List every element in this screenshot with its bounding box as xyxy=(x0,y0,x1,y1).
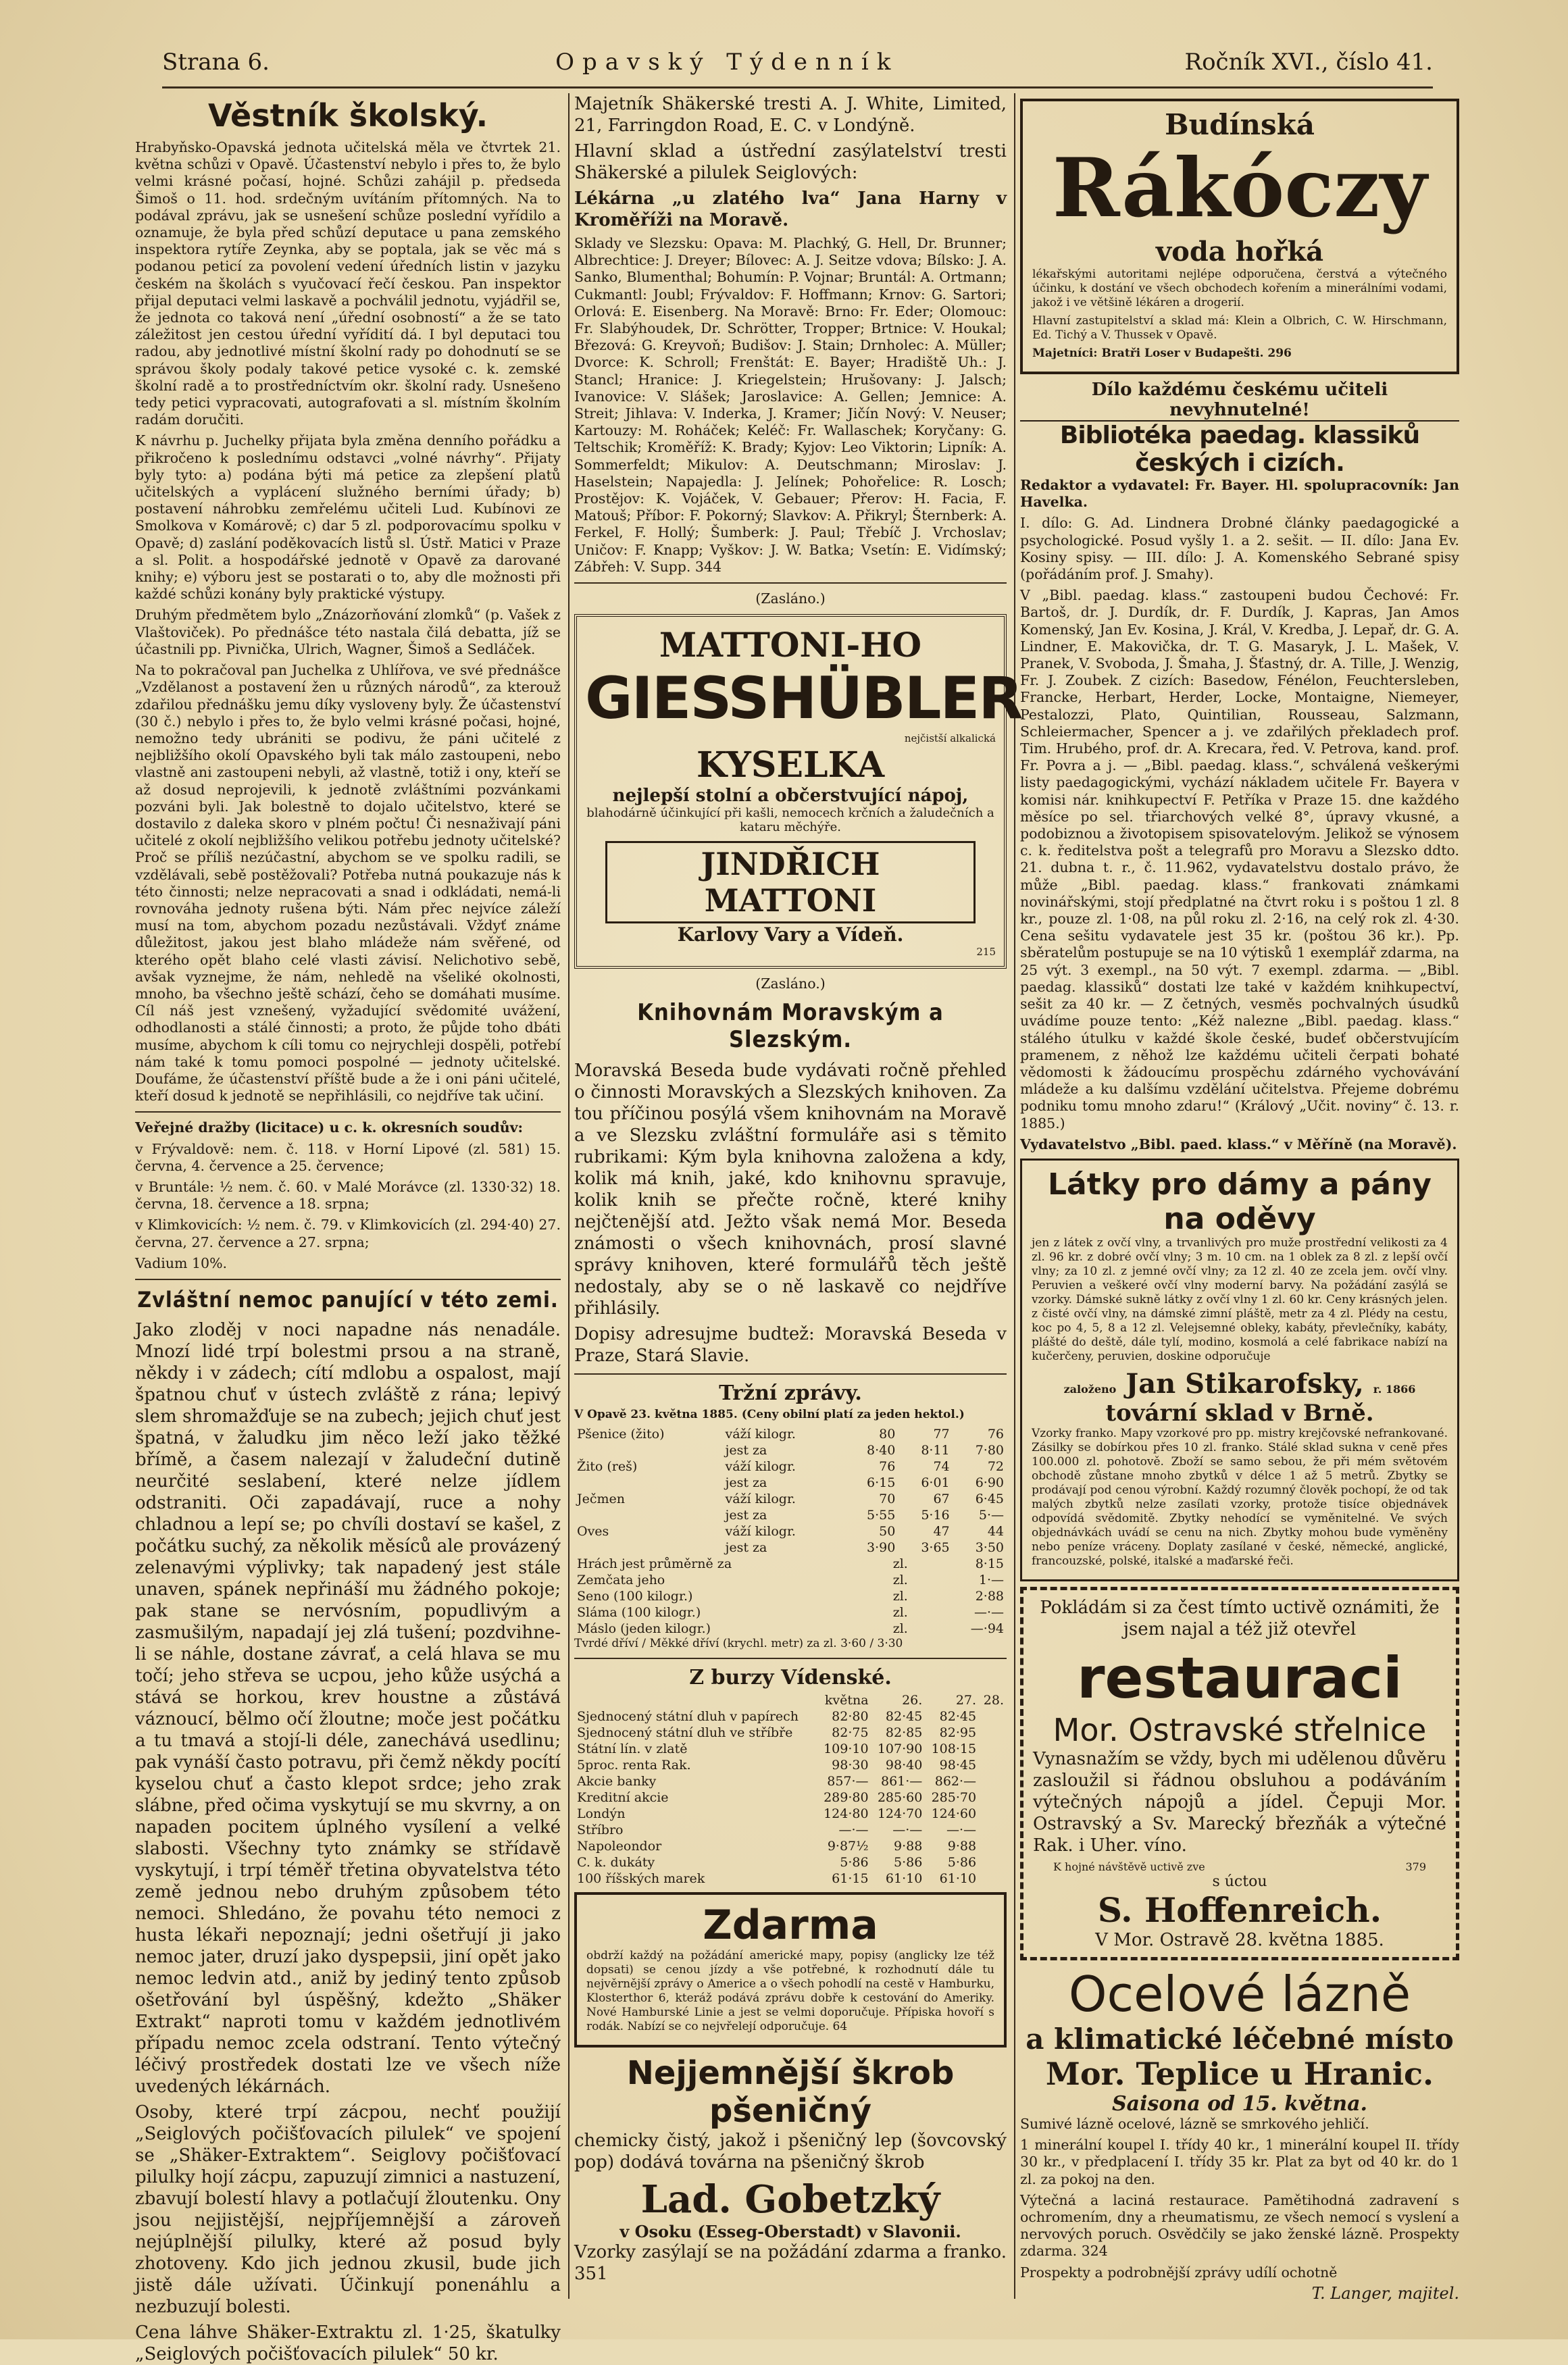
mattoni-line2: blahodárně účinkující při kašli, nemocech krčních a žaludečních a kataru měchýře. xyxy=(586,806,994,835)
newspaper-title: Opavský Týdenník xyxy=(555,49,899,76)
burza-row xyxy=(574,1871,1007,1887)
market-cell: váží kilogr. xyxy=(725,1524,796,1540)
column-left xyxy=(135,93,561,2364)
gobetzky-foot: Vzorky zasýlají se na požádání zdarma a franko. 351 xyxy=(574,2242,1007,2285)
burza-cell: 82·95 xyxy=(939,1725,977,1741)
market-cell xyxy=(574,1507,722,1523)
market-cell: 5·— xyxy=(978,1508,1004,1523)
burza-cell: Státní lín. v zlatě xyxy=(577,1741,688,1757)
burza-cell: 82·85 xyxy=(885,1725,923,1741)
kyselka: KYSELKA xyxy=(696,744,885,786)
burza-cell: Kreditní akcie xyxy=(577,1790,669,1806)
biblio-redaktor: Redaktor a vydavatel: Fr. Bayer. Hl. spolupracovník: Jan Havelka. xyxy=(1020,477,1459,511)
burza-cell: —·— xyxy=(892,1823,923,1838)
latky-text: jen z látek z ovčí vlny, a trvanlivých pro muže prostřední velikosti za 4 zl. 96 kr. z dobré ovčí vlny; 3 m. 10 cm. na 1 oblek za 8 zl. z lepší ovčí vlny; za 10 zl. z jemné ovčí vlny; za 12 zl. 40 ze zcela jem. ovčí vlny. Peruvien a veškeré ovčí vlny moderní barvy. Na požádání zasýlá se vzorky. Dámské sukně látky z ovčí vlny 1 zl. 60 kr. Ceny krásných jelen. z čisté ovčí vlny, na dámské zimní pláště, metr za 4 zl. Plédy na cestu, koc po 4, 5, 8 a 12 zl. Velejsemné obleky, kabáty, převlečníky, kabáty, plášté do deště, dále tylí, modino, kosmolá a celé fabrikace nabízí na kučerčeny, peruvien, doskine odporučuje xyxy=(1032,1236,1448,1363)
burza-cell: 5·86 xyxy=(894,1855,923,1871)
market-cell: jest za xyxy=(725,1443,767,1458)
burza-table xyxy=(574,1692,1007,1887)
burza-cell: Napoleondor xyxy=(577,1839,662,1854)
burza-cell: 82·45 xyxy=(939,1709,977,1725)
shaker-stores: Sklady ve Slezsku: Opava: M. Plachký, G. Hell, Dr. Brunner; Albrechtice: J. Dreyer; Bílovec: A. J. Seitze vdova; Bílsko: J. A. Sanko, Blumenthal; Bohumín: P. Vojnar; Bruntál: A. Ortmann; Cukmantl: Joubl; Frývaldov: F. Hoffmann; Krnov: G. Sartori; Orlová: E. Eisenberg. Na Moravě: Brno: Fr. Eder; Olomouc: Fr. Slabýhoudek, Dr. Schrötter, Tropper; Brtnice: V. Houkal; Březová: G. Kreyvoň; Budišov: J. Stain; Drnholec: A. Müller; Dvorce: K. Schroll; Frenštát: E. Bayer; Hradiště Uh.: J. Stancl; Hranice: J. Kriegelstein; Hrušovany: J. Jalsch; Ivanovice: V. Slášek; Jaroslavice: A. Gellen; Jemnice: A. Streit; Jihlava: V. Inderka, J. Kramer; Jičín Nový: V. Neuser; Kartouzy: M. Roháček; Keléč: Fr. Wallaschek; Koryčany: G. Teltschik; Kroměříž: K. Brady; Kyjov: Leo Viktorin; Lipník: A. Sommerfeldt; Mikulov: A. Deutschmann; Miroslav: J. Haselstein; Napajedla: J. Jelínek; Pohořelice: R. Losch; Prostějov: K. Vojáček, V. Gebauer; Přerov: H. Facia, F. Matouš; Příbor: F. Pokorný; Slavkov: A. Přikryl; Šternberk: A. Ferkel, F. Hollý; Šumberk: J. Paul; Třebíč J. Vrchoslav; Uničov: F. Knapp; Vyškov: J. W. Batka; Vsetín: E. Vidímský; Zábřeh: V. Supp. 344 xyxy=(574,235,1007,575)
market-cell: 3·50 xyxy=(975,1540,1004,1556)
market-cell: 44 xyxy=(987,1524,1004,1540)
market-extra-cell: —·— xyxy=(973,1605,1004,1621)
burza-head-cell: 28. xyxy=(983,1693,1004,1708)
section-title: Věstník školský. xyxy=(207,97,488,134)
market-cell: 6·01 xyxy=(921,1475,950,1491)
market-cell: 8·11 xyxy=(921,1443,950,1458)
market-cell: Ječmen xyxy=(577,1492,625,1507)
market-extra-row xyxy=(574,1621,1007,1637)
lazne-text: 1 minerální koupel I. třídy 40 kr., 1 minerální koupel II. třídy 30 kr., v předplacení I. třídy 35 kr. Plat za byt od 40 kr. do 1 zl. za pokoj na den. xyxy=(1020,2137,1459,2187)
burza-cell: Stříbro xyxy=(577,1823,624,1838)
burza-head-cell: května xyxy=(824,1693,869,1708)
burza-cell: 5·86 xyxy=(840,1855,869,1871)
market-cell: váží kilogr. xyxy=(725,1492,796,1507)
market-extra-cell: Hrách jest průměrně za xyxy=(577,1556,732,1572)
market-extra-cell: 2·88 xyxy=(975,1589,1004,1604)
article-paragraph: Cena láhve Shäker-Extraktu zl. 1·25, škatulky „Seiglových počišťovacích pilulek“ 50 kr. xyxy=(135,2322,561,2364)
market-extra-row xyxy=(574,1556,1007,1572)
market-cell: 80 xyxy=(879,1427,896,1442)
article-paragraph: Na to pokračoval pan Juchelka z Uhlířova, ve své přednášce „Vzdělanost a postavení žen u různých národů“, za kterouž zdařilou přednášku jemu díky vysloveny byly. Že účastenství (30 č.) nebylo i přes to, že bylo velmi krásné počasi, hojné, nemožno tedy ubrániti se podivu, že páni učitelé z nejbližšího okolí Opavského byli tak málo zastoupeni, nebo vlastně ani zastoupeni nebyli, až vlastně, totiž i ony, kteří se až dosud neprojevili, k jednotě zvláštními pozvánkami pozváni byli. Jak bolestně to dojalo učitelstvo, které se dostavilo z daleka skoro v plném počtu! Či nesnaživají páni učitelé z okolí nejbližšího velikou potřebu jednoty učitelské? Proč se příliš nezúčastní, abychom se ve spolku radili, se vzdělávali, sebě postěžovali? Potřeba nutná poukazuje nás k této činnosti; nelze nepracovati a snad i odkládati, nemá-li rovnováha jednoty rušena býti. Nám přec nejvíce záleží musí na tom, abychom pozadu nezůstávali. Vždyť známe důležitost, jakou jest blaho mládeže nám svěřené, od kterého opět blaho celé vlasti závisí. Nelichotivo sebě, avšak vyznejme, že nám, nehledě na všeliké okolnosti, mnoho, ba všechno ještě schází, čeho se domáhati musíme. Cíl náš jest vznešený, vyžadující svědomité uvážení, odhodlanosti a stálé činnosti; a proto, že půjde toho dbáti musíme, abychom k cíli tomu co nejrychleji dospěli, potřebí nám také k tomu pomoci pospolné — jednoty učitelské. Doufáme, že účastenství příště bude a že i oni páni učitelé, kteří dosud k jednotě se nepřihlásili, co nejdříve tak učiní. xyxy=(135,662,561,1104)
burza-cell: Londýn xyxy=(577,1806,626,1822)
market-cell: váží kilogr. xyxy=(725,1427,796,1442)
market-row xyxy=(574,1426,1007,1442)
page-number: Strana 6. xyxy=(162,49,270,76)
rakoczy-sub: voda hořká xyxy=(1155,236,1324,268)
burza-cell: Sjednocený státní dluh ve stříbře xyxy=(577,1725,793,1741)
article-paragraph: Jako zloděj v noci napadne nás nenadále. Mnozí lidé trpí bolestmi prsou a na straně, někdy i v zádech; cítí mdlobu a ospalost, mají špatnou chuť v ústech zvláště z rána; lepivý slem shromažďuje se na zubech; jejich chuť jest špatná, v žaludku jim něco leží jako těžké břímě, a časem nalezají v žaludeční dutině neurčité seslabení, které nelze jídlem odstraniti. Oči zapadávají, ruce a nohy chladnou a lepí se; po chvíli dostaví se kašel, z počátku suchý, za několik měsíců ale provázený zelenavými výplivky; tak napadený jest stále unaven, spánek nepřináší mu žádného pokoje; pak stane se nervósním, popudlivým a zasmušilým, napadají jej zlá tušení; pozdvihne-li se náhle, dostane závrať, a celá hlava se mu točí; jeho střeva se ucpou, jeho kůže usýchá a stává se horkou, krev houstne a zůstává váznoucí, bělmo očí žloutne; moče jest počátku a tu tmavá a stojí-li déle, zanechává usedlinu; pak vynáší často potravu, při čemž někdy pocítí kyselou chuť a často klepot srdce; jeho zrak slábne, před očima vyskytují se mu skvrny, a on napaden pocitem úplného vysílení a velké slabosti. Všechny tyto známky se střídavě vyskytují, i trpí téměř třetina obyvatelstva této země jednou nebo druhým způsobem této nemoci. Shledáno, že povahu této nemoci z hustа lékaři nepoznají; jedni ošetřují ji jako nemoc jater, druzí jako dyspepsii, jiní opět jako nemoc ledvin atd., aniž by jediný tento způsob ošetřování byl úspěšný, kdežto „Shäker Extrakt“ naproti tomu v každém jednotlivém případu nemoc zcela odstraní. Tento výtečný léčivý prostředek dostati lze ve všech níže uvedených lékárnách. xyxy=(135,1320,561,2097)
market-row xyxy=(574,1540,1007,1556)
market-row xyxy=(574,1458,1007,1475)
article-title: Zvláštní nemoc panující v této zemi. xyxy=(137,1287,559,1313)
market-cell: 6·15 xyxy=(867,1475,896,1491)
burza-cell: 285·60 xyxy=(877,1790,923,1806)
burza-row xyxy=(574,1806,1007,1822)
market-table xyxy=(574,1426,1007,1556)
skrob-text: chemicky čistý, jakož i pšeničný lep (šovcovský pop) dodává továrna na pšeničný škrob xyxy=(574,2131,1007,2173)
biblio-head: Dílo každému českému učiteli nevyhnutelné! xyxy=(1020,380,1459,422)
market-cell xyxy=(574,1540,722,1556)
skrob-title: Nejjemnější škrob pšeničný xyxy=(626,2054,955,2131)
market-extra-row xyxy=(574,1588,1007,1604)
burza-cell: 61·10 xyxy=(885,1871,923,1887)
burza-row xyxy=(574,1708,1007,1725)
burza-cell: —·— xyxy=(946,1823,977,1838)
giesshubler-brand: GIESSHÜBLER xyxy=(585,665,1022,733)
page-header xyxy=(162,42,1433,82)
market-extra-table xyxy=(574,1556,1007,1637)
burza-row xyxy=(574,1741,1007,1757)
shaker-line: Majetník Shäkerské tresti A. J. White, Limited, 21, Farringdon Road, E. C. v Londýně. xyxy=(574,94,1007,136)
burza-cell: —·— xyxy=(838,1823,869,1838)
restaurace-ad xyxy=(1020,1587,1459,1960)
wood-prices: Tvrdé dříví / Měkké dříví (krychl. metr) za zl. 3·60 / 3·30 xyxy=(574,1637,903,1651)
burza-cell: 108·15 xyxy=(931,1741,977,1757)
market-date: V Opavě 23. května 1885. (Ceny obilní platí za jeden hektol.) xyxy=(574,1408,965,1422)
burza-cell: Sjednocený státní dluh v papírech xyxy=(577,1709,799,1725)
column-right xyxy=(1020,93,1459,2303)
lazne-title: Ocelové lázně xyxy=(1068,1965,1411,2023)
burza-cell: 861·— xyxy=(881,1774,923,1789)
divider xyxy=(574,1658,1007,1659)
column-middle xyxy=(574,93,1022,2299)
market-row xyxy=(574,1523,1007,1540)
mattoni-ad xyxy=(574,614,1022,969)
burza-cell: 100 říšských marek xyxy=(577,1871,705,1887)
zdarma-title: Zdarma xyxy=(703,1902,878,1950)
rest-title: restauraci xyxy=(1077,1644,1402,1711)
column-divider xyxy=(568,93,570,2299)
market-cell: Oves xyxy=(577,1524,609,1540)
burza-row xyxy=(574,1822,1007,1838)
zaslano-label: (Zasláno.) xyxy=(755,975,826,992)
mattoni-top: MATTONI-HO xyxy=(659,625,922,665)
burza-row xyxy=(574,1773,1007,1789)
burza-cell: 61·15 xyxy=(832,1871,869,1887)
market-cell: 74 xyxy=(933,1459,950,1475)
burza-cell: 98·45 xyxy=(939,1758,977,1773)
market-row xyxy=(574,1475,1007,1491)
burza-head-cell: 26. xyxy=(902,1693,923,1708)
burza-cell: 857·— xyxy=(827,1774,869,1789)
stik-firm: tovární sklad v Brně. xyxy=(1105,1399,1374,1427)
lazne-season: Saisona od 15. května. xyxy=(1111,2091,1368,2116)
lazne-text: Sumivé lázně ocelové, lázně se smrkového jehličí. xyxy=(1020,2115,1369,2132)
auction-item: v Frývaldově: nem. č. 118. v Horní Lipové (zl. 581) 15. června, 4. července a 25. července; xyxy=(135,1140,561,1174)
burza-cell: 9·88 xyxy=(947,1839,977,1854)
burza-row xyxy=(574,1725,1007,1741)
market-extra-cell: zl. xyxy=(892,1621,908,1637)
header-rule xyxy=(162,86,1433,88)
article-title: Knihovnám Moravským a Slezským. xyxy=(637,999,944,1054)
burza-cell: 9·87½ xyxy=(827,1839,869,1854)
market-extra-cell: 1·— xyxy=(978,1573,1004,1588)
market-cell: jest za xyxy=(725,1508,767,1523)
article-paragraph: Hrabyňsko-Opavská jednota učitelská měla ve čtvrtek 21. května schůzi v Opavě. Účastenství nebylo i přes to, že bylo velmi krásné počasí, hojné. Schůzi zahájil p. předseda Šimoš o 11. hod. srdečným uvítáním přítomných. Na to podával zprávu, jak se usnešení schůze poslední vyřídilo a oznamuje, že byla před schůzí deputace u pana zemského inspektora rytíře Zeynka, aby se poptala, jak se věc má s podanou peticí za povolení vedení úředních listin v jazyku českém na školách s vyučovací řečí českou. Pan inspektor přijal deputaci velmi laskavě a pochválil jednotu, vyjádřil se, že jednota co taková není „úřední osobností“ a že se tato záležitost jen cestou úřední vyřídití dá. I byl deputaci tou radou, aby jednotlivé místní školní rady po dohodnutí se se správou školy podaly takové petice vysoké c. k. zemské školní radě a to prostředníctvím okr. školní rady. Usnešeno tedy petici vypracovati, autografovati a sl. místním školním radám doručiti. xyxy=(135,139,561,428)
market-extra-cell: Seno (100 kilogr.) xyxy=(577,1589,693,1604)
market-extra-cell: 8·15 xyxy=(975,1556,1004,1572)
market-cell: 3·65 xyxy=(921,1540,950,1556)
burza-head-cell: 27. xyxy=(955,1693,977,1708)
burza-cell: 124·60 xyxy=(931,1806,977,1822)
market-extra-cell: —·94 xyxy=(970,1621,1004,1637)
market-row xyxy=(574,1491,1007,1507)
market-cell: 7·80 xyxy=(975,1443,1004,1458)
market-cell: 76 xyxy=(879,1459,896,1475)
market-cell: 72 xyxy=(987,1459,1004,1475)
stik-name: Jan Stikarofsky, xyxy=(1126,1367,1364,1400)
auction-item: Vadium 10%. xyxy=(135,1254,228,1271)
market-row xyxy=(574,1442,1007,1458)
mattoni-num: 215 xyxy=(976,946,996,959)
market-extra-cell: zl. xyxy=(892,1573,908,1588)
burza-cell: Akcie banky xyxy=(577,1774,657,1789)
article-paragraph: Moravská Beseda bude vydávati ročně přehled o činnosti Moravských a Slezských knihoven. Za tou příčinou posýlá všem knihovnám na Moravě a ve Slezsku zvláštní formuláře asi s těmito rubrikami: Kým byla knihovna založena a kdy, kolik má knih, jaké, kdo knihovnu spravuje, kolik knih se přečte ročně, které knihy nejčtenější atd. Ježto však nemá Mor. Beseda známosti o všech knihovnách, prosí slavné správy knihoven, které formulářů těch ještě nedostaly, aby se o ně laskavě co nejdříve přihlásily. xyxy=(574,1061,1007,1319)
market-extra-row xyxy=(574,1572,1007,1588)
rakoczy-top: Budínská xyxy=(1165,108,1315,141)
biblio-title: Bibliotéka paedag. klassiků českých i cizích. xyxy=(1059,422,1420,477)
rakoczy-text: lékařskými autoritami nejlépe odporučena, čerstvá a výtečného účinku, k dostání ve všech obchodech kořením a minerálními vodami, jakož i ve většině lékáren a drogerií. xyxy=(1032,268,1447,309)
issue-number: Ročník XVI., číslo 41. xyxy=(1184,49,1433,76)
divider xyxy=(574,1373,1007,1375)
mattoni-note: nejčistší alkalická xyxy=(904,732,996,745)
article-paragraph: K návrhu p. Juchelky přijata byla změna denního pořádku a přikročeno k poslednímu odstavci „volné návrhy“. Přijaty byly tyto: a) podána býti má petice za zlepšení platů učitelských a vyplácení služného berními úřady; b) postavení náhrobku zemřelému učiteli Lud. Kubínovi ze Smolkova v Komárově; c) dar 5 zl. podporovacímu spolku v Opavě; d) zaslání poděkovacích listů sl. Ústř. Matici v Praze a sl. Polit. a hospodářské jednotě v Opavě za darované knihy; e) výboru jest se postarati o to, aby dle možnosti při každé schůzi konány byly praktické výstupy. xyxy=(135,432,561,603)
rakoczy-ad xyxy=(1020,99,1459,374)
divider xyxy=(135,1279,561,1280)
market-cell: Pšenice (žito) xyxy=(577,1427,665,1442)
burza-row xyxy=(574,1838,1007,1854)
zaslano-label: (Zasláno.) xyxy=(755,590,826,607)
lazne-sign: T. Langer, majitel. xyxy=(1311,2283,1459,2303)
market-cell xyxy=(574,1442,722,1458)
burza-cell: 5·86 xyxy=(947,1855,977,1871)
burza-cell: 9·88 xyxy=(894,1839,923,1854)
market-cell: 47 xyxy=(933,1524,950,1540)
burza-row xyxy=(574,1789,1007,1806)
burza-cell: 82·45 xyxy=(885,1709,923,1725)
mattoni-name: JINDŘICH MATTONI xyxy=(605,841,976,923)
gobetzky-place: v Osoku (Esseg-Oberstadt) v Slavonii. xyxy=(619,2222,961,2242)
rest-uctou: s úctou xyxy=(1212,1873,1267,1890)
burza-cell: 109·10 xyxy=(824,1741,869,1757)
market-row xyxy=(574,1507,1007,1523)
biblio-text: V „Bibl. paedag. klass.“ zastoupeni budou Čechové: Fr. Bartoš, dr. J. Durdík, dr. F. Durdík, J. Kapras, Jan Amos Komenský, Jan Ev. Kosina, J. Král, V. Kredba, J. Lepař, dr. G. A. Lindner, E. Makovička, dr. T. G. Masaryk, J. L. Mašek, V. Pranek, V. Svoboda, J. Šmaha, J. Šťastný, dr. A. Tille, J. Wenzig, Fr. J. Zoubek. Z cizích: Basedow, Fénélon, Feuchtersleben, Francke, Herbart, Herder, Locke, Montaigne, Niemeyer, Pestalozzi, Plato, Quintilian, Rousseau, Salzmann, Schleiermacher, Spencer a j. ve zdařilých překladech prof. Tim. Hrubého, prof. dr. A. Krecara, řed. V. Petrova, kand. prof. Fr. Povra a j. — „Bibl. paedag. klass.“, schválená veškerými listy paedagogickými, vychází nákladem učitele Fr. Bayera v komisi nár. knihkupectví F. Petříka v Praze 15. dne každého měsíce po sel. třiarchových velké 8°, úpravy vkusné, a podobiznou a životopisem spisovatelovým. Jelikož se výnosem c. k. ředitelstva pošt a telegrafů pro Moravu a Slezsko ddto. 21. dubna t. r., č. 11.962, vydavatelstvu dostalo právo, že může „Bibl. paedag. klass.“ frankovati známkami novinářskými, stojí předplatné na čtvrt roku i s poštou 1 zl. 8 kr., pouze zl. 1·08, na půl roku zl. 2·16, na celý rok zl. 4·30. Cena sešitu vydavatele jest 35 kr. (poštou 36 kr.). Pp. sběratelům postupuje se na 10 výtisků 1 exemplář zdarma, na 25 výt. 3 exempl., na 50 výt. 7 exempl. zdarma. — „Bibl. paedag. klassiků“ dostati lze také v každém knihkupectví, sešit za 40 kr. — Z četných, vesměs pochvalných úsudků uvádíme pouze tento: „Kéž nalezne „Bibl. paedag. klass.“ stálého útulku v každé škole české, budeť občerstvujícím pramenem, z něhož lze každému učiteli čerpati bohaté vědomosti k žádoucímu prospěchu zdárného vychovávání mládeže a ku dalšímu vzdělání učitelstva. Přejeme dobrému podniku tomu mnoho zdaru!“ (Králový „Učit. noviny“ č. 13. r. 1885.) xyxy=(1020,587,1459,1131)
market-cell: jest za xyxy=(725,1475,767,1491)
article-paragraph: Druhým předmětem bylo „Znázorňování zlomků“ (p. Vašek z Vlaštoviček). Po přednášce této nastala čilá debatta, jíž se účastnili pp. Pivnička, Ulrich, Wagner, Šimoš a Sedláček. xyxy=(135,607,561,657)
market-cell: 8·40 xyxy=(867,1443,896,1458)
market-cell: 67 xyxy=(933,1492,950,1507)
market-cell: 70 xyxy=(879,1492,896,1507)
rest-intro: Pokládám si za čest tímto uctivě oznámiti, že jsem najal a též již otevřel xyxy=(1040,1597,1440,1639)
latky-title: Látky pro dámy a pány na oděvy xyxy=(1047,1167,1432,1236)
stik-zalozeno: založeno xyxy=(1063,1382,1117,1396)
market-cell: 77 xyxy=(933,1427,950,1442)
rest-date: V Mor. Ostravě 28. května 1885. xyxy=(1095,1929,1384,1950)
burza-row xyxy=(574,1854,1007,1871)
market-cell: 76 xyxy=(987,1427,1004,1442)
gobetzky-name: Lad. Gobetzký xyxy=(640,2177,940,2222)
market-extra-cell: Máslo (jeden kilogr.) xyxy=(577,1621,711,1637)
burza-cell: 98·30 xyxy=(832,1758,869,1773)
burza-cell: 82·80 xyxy=(832,1709,869,1725)
burza-cell: C. k. dukáty xyxy=(577,1855,655,1871)
burza-head-cell xyxy=(574,1692,817,1708)
market-cell: 3·90 xyxy=(867,1540,896,1556)
market-cell xyxy=(574,1475,722,1491)
burza-cell: 82·75 xyxy=(832,1725,869,1741)
rest-name: Mor. Ostravské střelnice xyxy=(1053,1711,1427,1748)
burza-cell: 124·70 xyxy=(877,1806,923,1822)
shaker-line: Lékárna „u zlatého lva“ Jana Harny v Kroměříži na Moravě. xyxy=(574,188,1007,230)
market-extra-row xyxy=(574,1604,1007,1621)
market-cell: Žito (reš) xyxy=(577,1459,638,1475)
rest-visit: K hojné návštěvě uctivě zve xyxy=(1053,1860,1205,1873)
auctions-title: Veřejné dražby (licitace) u c. k. okresních soudův: xyxy=(135,1119,524,1136)
burza-cell: 5proc. renta Rak. xyxy=(577,1758,691,1773)
burza-cell: 862·— xyxy=(934,1774,977,1789)
market-extra-cell: Sláma (100 kilogr.) xyxy=(577,1605,701,1621)
mattoni-place: Karlovy Vary a Vídeň. xyxy=(677,923,904,946)
rakoczy-owner: Majetníci: Bratři Loser v Budapešti. 296 xyxy=(1032,347,1292,360)
burza-cell: 98·40 xyxy=(885,1758,923,1773)
market-cell: 50 xyxy=(879,1524,896,1540)
market-cell: 5·55 xyxy=(867,1508,896,1523)
stik-year: r. 1866 xyxy=(1373,1382,1416,1396)
burza-title: Z burzy Vídenské. xyxy=(689,1666,892,1690)
burza-cell: 285·70 xyxy=(931,1790,977,1806)
burza-cell: 289·80 xyxy=(824,1790,869,1806)
stik-text: Vzorky franko. Mapy vzorkové pro pp. mistry krejčovské nefrankované. Zásilky se dobírkou přes 10 zl. franko. Stálé sklad sukna v ceně přes 100.000 zl. pohotově. Zboží se samo sebou, že při mém světovém obchodě zůstane mnoho zbytků v délce 1 až 5 metrů. Zbytky se prodávají pod cenou výrobní. Každý rozumný člověk pochopí, že od tak malých zbytků nelze zasílati vzorky, protože tisíce objednávek odpovídá svědomitě. Zbytky nehodící se vyměnitelné. Ve svých objednávkách uvádí se cenu na nich. Zbytky mohou bude vyměněny nebo peníze vráceny. Doplaty zasílané v české, německé, anglické, francouzské, polské, italské a maďarské řeči. xyxy=(1032,1426,1448,1568)
market-cell: jest za xyxy=(725,1540,767,1556)
market-cell: 6·90 xyxy=(975,1475,1004,1491)
market-cell: 6·45 xyxy=(975,1492,1004,1507)
divider xyxy=(574,582,1007,584)
lazne-sub: a klimatické léčebné místo xyxy=(1026,2022,1454,2056)
shaker-line: Hlavní sklad a ústřední zasýlatelství tresti Shäkerské a pilulek Seiglových: xyxy=(574,141,1007,183)
zdarma-text: obdrží každý na požádání americké mapy, popisy (anglicky lze též dopsati) se cenou jízdy a vše potřebné, k rozhodnutí dále tu nejvěrnější zprávy o Americe a o všech pohodlí na cestě v Hamburku, Klosterthor 6, kteráž podává zprávu dobře k cestování do Ameriky. Nové Hamburské Linie a jest se velmi doporučuje. Přípiska hovoří s rodák. Nabízí se co nejvřelejí odporučuje. 64 xyxy=(586,1949,994,2034)
burza-cell: 61·10 xyxy=(939,1871,977,1887)
market-cell: váží kilogr. xyxy=(725,1459,796,1475)
market-cell: 5·16 xyxy=(921,1508,950,1523)
market-extra-cell: zl. xyxy=(892,1556,908,1572)
market-extra-cell: Zemčata jeho xyxy=(577,1573,665,1588)
article-paragraph: Osoby, které trpí zácpou, nechť použijí „Seiglových počišťovacích pilulek“ ve spojení se „Shäker-Extraktem“. Seiglovy počišťovací pilulky hojí zácpu, zapuzují zimnici a nastuzení, zbavují bolestí hlavy a potlačují žloutenku. Ony jsou nejjistější, nejpříjemnější a zároveň nejúplnější pilulky, které až posud byly zhotoveny. Kdo jich jednou zkusil, bude jich jistě dále užívati. Účinkují ponenáhlu a nezbuzují bolesti. xyxy=(135,2102,561,2317)
auction-item: v Klimkovicích: ½ nem. č. 79. v Klimkovicích (zl. 294·40) 27. června, 27. července a 27. srpna; xyxy=(135,1217,561,1250)
zdarma-ad xyxy=(574,1892,1007,2048)
biblio-text: Vydavatelstvo „Bibl. paed. klass.“ v Měříně (na Moravě). xyxy=(1020,1136,1457,1152)
mattoni-line1: nejlepší stolní a občerstvující nápoj, xyxy=(612,786,969,807)
lazne-place: Mor. Teplice u Hranic. xyxy=(1045,2055,1434,2092)
lazne-text: Výtečná a laciná restaurace. Pamětihodná zadravení s ochromením, dny a rheumatismu, ze všech nemocí s vyslení a nervových poruch. Osvědčily se jako ženské lázně. Prospekty zdarma. 324 xyxy=(1020,2191,1459,2260)
burza-cell: 107·90 xyxy=(877,1741,923,1757)
rakoczy-sklad: Hlavní zastupitelství a sklad má: Klein a Olbrich, C. W. Hirschmann, Ed. Tichý a V. Thussek v Opavě. xyxy=(1032,314,1447,342)
rest-owner: S. Hoffenreich. xyxy=(1097,1889,1382,1930)
rest-num: 379 xyxy=(1405,1860,1426,1873)
article-paragraph: Dopisy adresujme budtež: Moravská Beseda v Praze, Stará Slavie. xyxy=(574,1324,1007,1367)
rakoczy-brand: Rákóczy xyxy=(1052,141,1427,236)
market-extra-cell: zl. xyxy=(892,1605,908,1621)
biblio-text: I. dílo: G. Ad. Lindnera Drobné články paedagogické a psychologické. Posud vyšly 1. a 2. sešit. — II. dílo: Jana Ev. Kosiny spisy. — III. dílo: J. A. Komenského Sebrané spisy (pořádáním prof. J. Smahy). xyxy=(1020,515,1459,583)
auction-item: v Bruntále: ½ nem. č. 60. v Malé Morávce (zl. 1330·32) 18. června, 18. července a 18. srpna; xyxy=(135,1178,561,1213)
market-title: Tržní zprávy. xyxy=(719,1381,862,1406)
column-divider xyxy=(1014,93,1015,2299)
latky-ad xyxy=(1020,1159,1459,1581)
rest-text: Vynasnažím se vždy, bych mi udělenou důvěru zasloužil si řádnou obsluhou a podáváním výtečných nápojů a jídel. Čepuji Mor. Ostravský a Sv. Marecký březňák a výtečné Rak. i Uher. víno. xyxy=(1033,1748,1446,1856)
burza-row xyxy=(574,1757,1007,1773)
market-extra-cell: zl. xyxy=(892,1589,908,1604)
divider xyxy=(135,1111,561,1113)
lazne-text: Prospekty a podrobnější zprávy udílí ochotně xyxy=(1020,2264,1338,2281)
burza-cell: 124·80 xyxy=(824,1806,869,1822)
